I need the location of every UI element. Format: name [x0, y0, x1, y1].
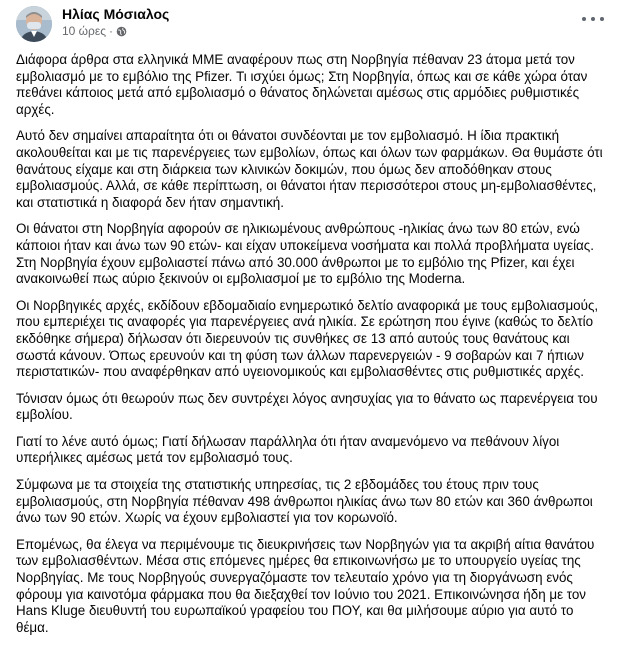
- more-options-icon[interactable]: [582, 12, 604, 26]
- post-meta: [62, 24, 127, 38]
- post-paragraph: Σύμφωνα με τα στοιχεία της στατιστικής υπηρεσίας, τις 2 εβδομάδες του έτους πριν τους εμβολιασμούς, στη Νορβηγία πέθαναν 498 άνθρωποι ηλικίας άνω των 80 ετών και 360 άνθρωποι άνω των 90 ετών. Χωρίς να έχουν εμβολιαστεί για τον κορωνοϊό.: [16, 477, 593, 526]
- post-paragraph: Γιατί το λένε αυτό όμως; Γιατί δήλωσαν παράλληλα ότι ήταν αναμενόμενο να πεθάνουν λίγοι υπερήλικες αμέσως μετά τον εμβολιασμό τους.: [16, 433, 560, 466]
- post-paragraph: Τόνισαν όμως ότι θεωρούν πως δεν συντρέχει λόγος ανησυχίας για το θάνατο ως παρενέργεια του εμβολίου.: [16, 390, 598, 423]
- post-header: [0, 0, 622, 52]
- post-body: [0, 52, 622, 636]
- more-dot: [600, 17, 604, 21]
- globe-icon[interactable]: [116, 26, 127, 37]
- avatar[interactable]: [16, 6, 52, 42]
- more-dot: [591, 17, 595, 21]
- post-paragraph: Αυτό δεν σημαίνει απαραίτητα ότι οι θάνατοι συνδέονται με τον εμβολιασμό. Η ίδια πρακτική ακολουθείται και με τις παρενέργειες των εμβολίων, όπως και όλων των φαρμάκων. Θα θυμάστε ότι θανάτους είχαμε και στη διάρκεια των κλινικών δοκιμών, που όμως δεν αποδόθηκαν στους εμβολιασμούς. Αλλά, σε κάθε περίπτωση, οι θάνατοι ήταν περισσότεροι στους μη-εμβολιασθέντες, και στατιστικά η διαφορά δεν ήταν σημαντική.: [16, 128, 603, 210]
- post-paragraph: Διάφορα άρθρα στα ελληνικά ΜΜΕ αναφέρουν πως στη Νορβηγία πέθαναν 23 άτομα μετά τον εμβολιασμό με το εμβόλιο της Pfizer. Τι ισχύει όμως; Στη Νορβηγία, όπως και σε κάθε χώρα όταν πεθάνει κάποιος μετά από εμβολιασμό ο θάνατος δηλώνεται αμέσως στις αρμόδιες ρυθμιστικές αρχές.: [16, 52, 588, 117]
- separator-dot: ·: [109, 24, 114, 38]
- post-paragraph: Επομένως, θα έλεγα να περιμένουμε τις διευκρινήσεις των Νορβηγών για τα ακριβή αίτια θανάτου των εμβολιασθέντων. Μέσα στις επόμενες ημέρες θα επικοινωνήσω με το υπουργείο υγείας της Νορβηγίας. Με τους Νορβηγούς συνεργαζόμαστε τον τελευταίο χρόνο για τη διοργάνωση ενός φόρουμ για καινοτόμα φάρμακα που θα διεξαχθεί τον Ιούνιο του 2021. Επικοινώνησα ήδη με τον Hans Kluge διευθυντή του ευρωπαϊκού γραφείου του ΠΟΥ, και θα μιλήσουμε αύριο για αυτό το θέμα.: [16, 536, 595, 635]
- post-paragraph: Οι Νορβηγικές αρχές, εκδίδουν εβδομαδιαίο ενημερωτικό δελτίο αναφορικά με τους εμβολιασμούς, που εμπεριέχει τις αναφορές για παρενέργειες ανά ηλικία. Σε ερώτηση που έγινε (καθώς το δελτίο εκδόθηκε σήμερα) δήλωσαν ότι διερευνούν τις συνθήκες σε 13 από αυτούς τους θανάτους και σωστά κάνουν. Όπως ερευνούν και τη φύση των άλλων παρενεργειών - 9 σοβαρών και 7 ήπιων περιστατικών- που αναφέρθηκαν από υγειονομικούς και εμβολιασθέντες στις ρυθμιστικές αρχές.: [16, 297, 599, 380]
- more-dot: [582, 17, 586, 21]
- post-paragraph: Οι θάνατοι στη Νορβηγία αφορούν σε ηλικιωμένους ανθρώπους -ηλικίας άνω των 80 ετών, ενώ κάποιοι ήταν και άνω των 90 ετών- και είχαν υποκείμενα νοσήματα και πολλά προβλήματα υγείας. Στη Νορβηγία έχουν εμβολιαστεί πάνω από 30.000 άνθρωποι με το εμβόλιο της Pfizer, και έχει ανακοινωθεί πως αύριο ξεκινούν οι εμβολιασμοί με το εμβόλιο της Moderna.: [16, 221, 594, 287]
- post-time[interactable]: 10 ώρες: [62, 24, 107, 38]
- author-name[interactable]: Ηλίας Μόσιαλος: [62, 6, 170, 22]
- avatar-photo: [16, 6, 52, 42]
